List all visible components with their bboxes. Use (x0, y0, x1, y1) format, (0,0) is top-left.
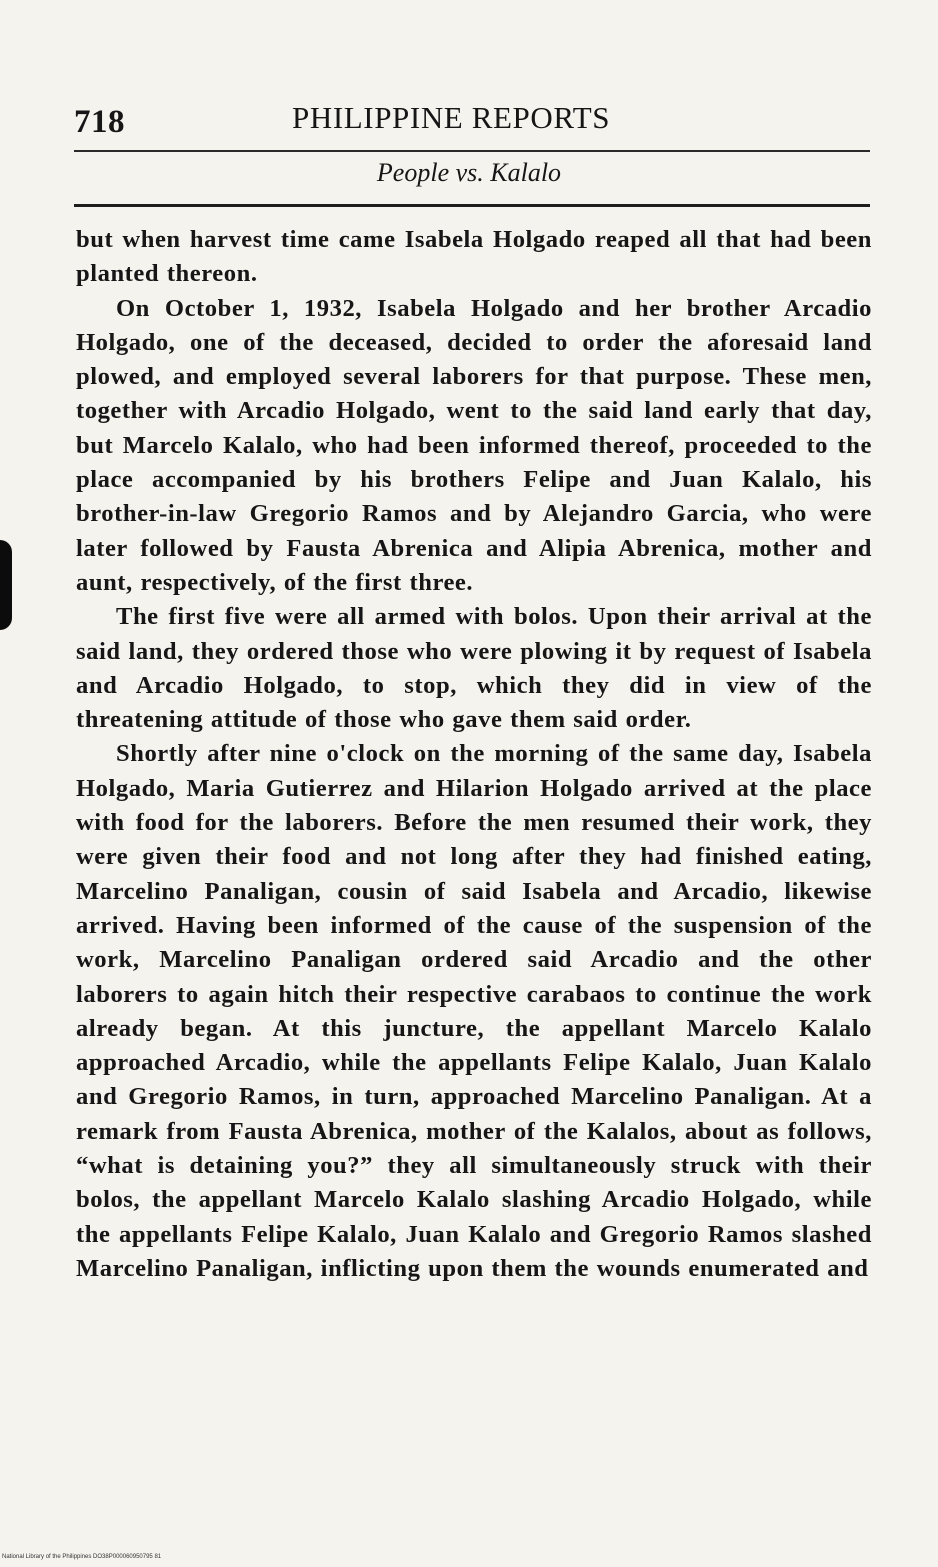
running-head: PHILIPPINE REPORTS (292, 100, 611, 135)
case-title: People vs. Kalalo (376, 158, 562, 187)
page-number: 718 (74, 104, 125, 140)
body-text (76, 223, 872, 1286)
paragraph-2: On October 1, 1932, Isabela Holgado and her brother Arcadio Holgado, one of the deceased, decided to order the aforesaid land plowed, and employed several laborers for that purpose. These men, together with Arcadio Holgado, went to the said land early that day, but Marcelo Kalalo, who had been informed thereof, proceeded to the place accompanied by his brothers Felipe and Juan Kalalo, his brother-in-law Gregorio Ramos and by Alejandro Garcia, who were later followed by Fausta Abrenica and Alipia Abrenica, mother and aunt, respectively, of the first three. (76, 294, 872, 596)
header-rule-bottom (74, 204, 870, 207)
footer-source-note: National Library of the Philippines DO38P000060950795 81 (2, 1554, 162, 1560)
header-rule-top (74, 150, 870, 152)
paragraph-1: but when harvest time came Isabela Holgado reaped all that had been planted thereon. (76, 226, 872, 288)
page-header (74, 96, 870, 146)
paragraph-3: The first five were all armed with bolos. Upon their arrival at the said land, they ordered those who were plowing it by request of Isabela and Arcadio Holgado, to stop, which they did in view of the threatening attitude of those who gave them said order. (76, 603, 872, 734)
binding-shadow (0, 540, 12, 630)
paragraph-4: Shortly after nine o'clock on the morning of the same day, Isabela Holgado, Maria Gutierrez and Hilarion Holgado arrived at the place with food for the laborers. Before the men resumed their work, they were given their food and not long after they had finished eating, Marcelino Panaligan, cousin of said Isabela and Arcadio, likewise arrived. Having been informed of the cause of the suspension of the work, Marcelino Panaligan ordered said Arcadio and the other laborers to again hitch their respective carabaos to continue the work already began. At this juncture, the appellant Marcelo Kalalo approached Arcadio, while the appellants Felipe Kalalo, Juan Kalalo and Gregorio Ramos, in turn, approached Marcelino Panaligan. At a remark from Fausta Abrenica, mother of the Kalalos, about as follows, “what is detaining you?” they all simultaneously struck with their bolos, the appellant Marcelo Kalalo slashing Arcadio Holgado, while the appellants Felipe Kalalo, Juan Kalalo and Gregorio Ramos slashed Marcelino Panaligan, inflicting upon them the wounds enumerated and (76, 740, 872, 1282)
